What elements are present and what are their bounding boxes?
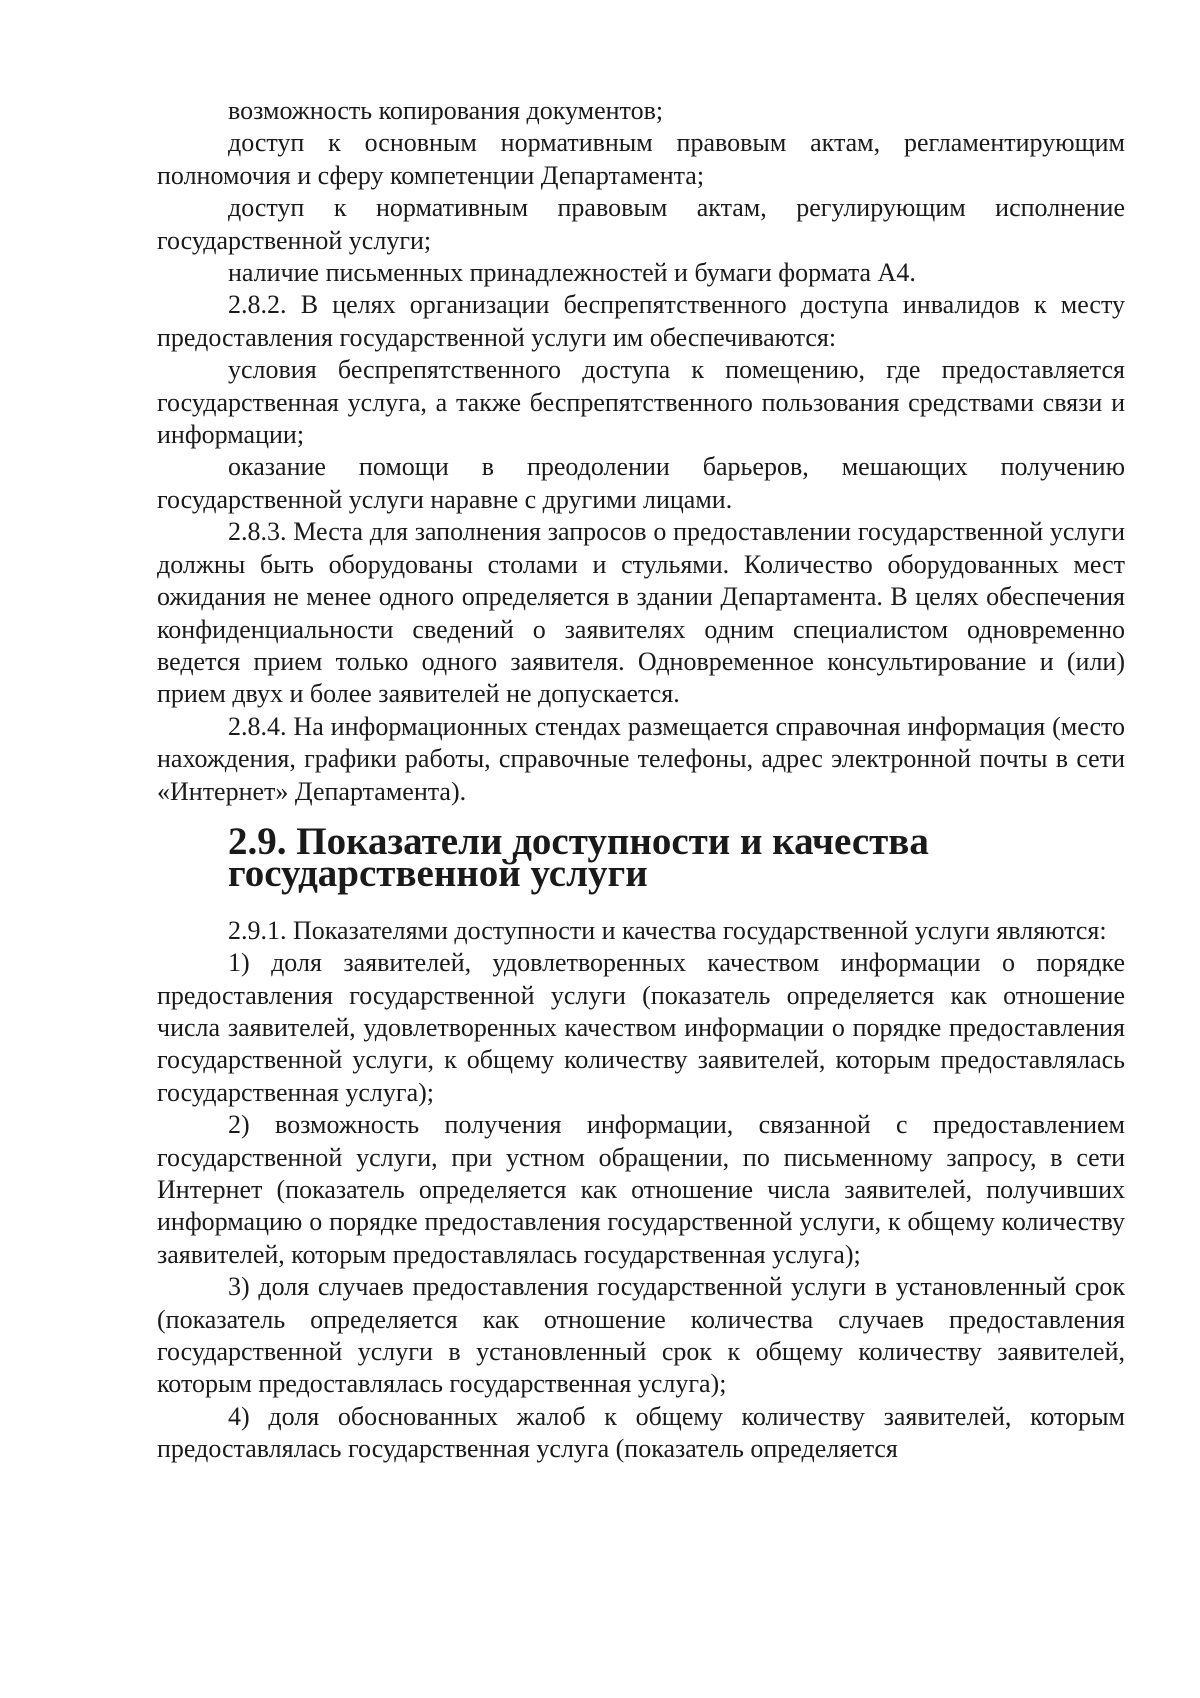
paragraph-2-8-2: 2.8.2. В целях организации беспрепятственного доступа инвалидов к месту предоставления государственной услуги им обеспечиваются: xyxy=(157,290,1125,352)
paragraph-barrier-free-access: условия беспрепятственного доступа к помещению, где предоставляется государственная услуга, а также беспрепятственного пользования средствами связи и информации; xyxy=(157,355,1125,450)
list-item-4: 4) доля обоснованных жалоб к общему количеству заявителей, которым предоставлялась государственная услуга (показатель определяется xyxy=(157,1401,1125,1464)
paragraph-assistance: оказание помощи в преодолении барьеров, мешающих получению государственной услуги наравне с другими лицами. xyxy=(157,452,1125,514)
paragraph-stationery: наличие письменных принадлежностей и бумаги формата А4. xyxy=(228,258,916,288)
list-item-2: 2) возможность получения информации, связанной с предоставлением государственной услуги, при устном обращении, по письменному запросу, в сети Интернет (показатель определяется как отношение числа заявителей, получивших информацию о порядке предоставления государственной услуги, к общему количеству заявителей, которым предоставлялась государственная услуга); xyxy=(157,1110,1125,1269)
list-item-3: 3) доля случаев предоставления государственной услуги в установленный срок (показатель определяется как отношение количества случаев предоставления государственной услуги в установленный срок к общему количеству заявителей, которым предоставлялась государственная услуга); xyxy=(157,1272,1125,1399)
paragraph-access-basic-acts: доступ к основным нормативным правовым актам, регламентирующим полномочия и сферу компетенции Департамента; xyxy=(157,128,1125,190)
paragraph-2-9-1: 2.9.1. Показателями доступности и качества государственной услуги являются: xyxy=(228,915,1107,945)
paragraph-copying: возможность копирования документов; xyxy=(228,96,664,125)
paragraph-2-8-3: 2.8.3. Места для заполнения запросов о предоставлении государственной услуги должны быть оборудованы столами и стульями. Количество оборудованных мест ожидания не менее одного определяется в здании Департамента. В целях обеспечения конфиденциальности сведений о заявителях одним специалистом одновременно ведется прием только одного заявителя. Одновременное консультирование и (или) прием двух и более заявителей не допускается. xyxy=(157,517,1125,709)
paragraph-access-regulating-acts: доступ к нормативным правовым актам, регулирующим исполнение государственной услуги; xyxy=(157,193,1125,255)
document-body xyxy=(157,95,1125,1466)
paragraph-2-8-4: 2.8.4. На информационных стендах размещается справочная информация (место нахождения, графики работы, справочные телефоны, адрес электронной почты в сети «Интернет» Департамента). xyxy=(157,711,1125,806)
list-item-1: 1) доля заявителей, удовлетворенных качеством информации о порядке предоставления государственной услуги (показатель определяется как отношение числа заявителей, удовлетворенных качеством информации о порядке предоставления государственной услуги, к общему количеству заявителей, которым предоставлялась государственная услуга); xyxy=(157,948,1125,1107)
section-heading-2-9: 2.9. Показатели доступности и качества государственной услуги xyxy=(228,819,929,896)
